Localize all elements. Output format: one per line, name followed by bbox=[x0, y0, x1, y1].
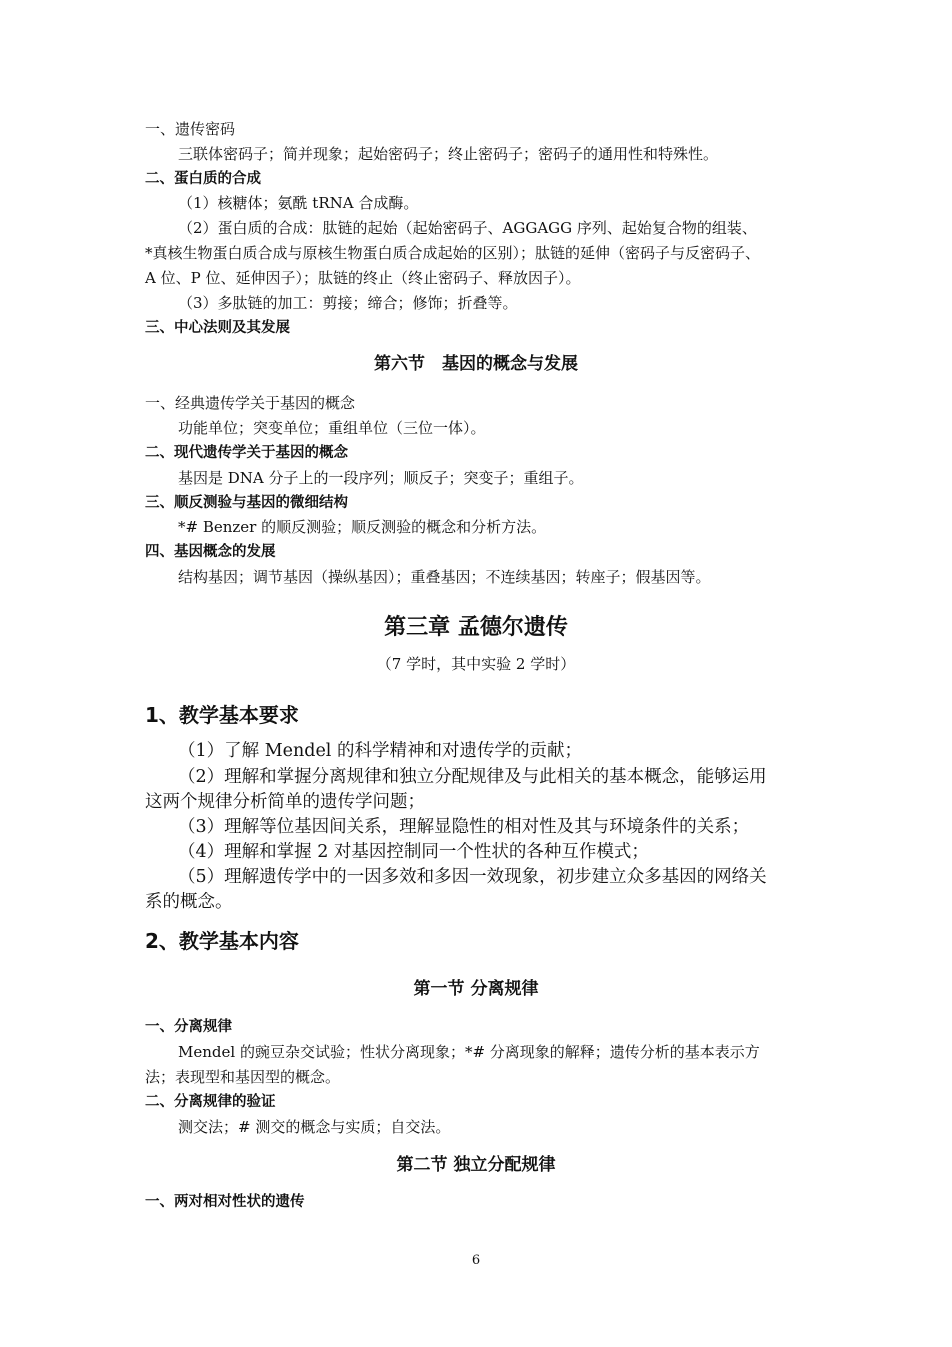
heading-two-traits: 一、两对相对性状的遗传 bbox=[145, 1194, 305, 1210]
body-text: 测交法；# 测交的概念与实质；自交法。 bbox=[178, 1118, 451, 1136]
body-text: *# Benzer 的顺反测验；顺反测验的概念和分析方法。 bbox=[178, 518, 547, 536]
heading-protein-synthesis: 二、蛋白质的合成 bbox=[145, 171, 261, 187]
section-title: 第一节 分离规律 bbox=[413, 979, 539, 999]
page-number: 6 bbox=[471, 1253, 481, 1268]
heading-central-dogma: 三、中心法则及其发展 bbox=[145, 320, 290, 336]
body-text: 结构基因；调节基因（操纵基因）；重叠基因；不连续基因；转座子；假基因等。 bbox=[178, 568, 711, 586]
chapter-title: 第三章 孟德尔遗传 bbox=[384, 615, 568, 640]
body-text: *真核生物蛋白质合成与原核生物蛋白质合成起始的区别）；肽链的延伸（密码子与反密码子、 bbox=[145, 244, 761, 262]
body-text: A 位、P 位、延伸因子）；肽链的终止（终止密码子、释放因子）。 bbox=[145, 269, 581, 287]
section-title: 第二节 独立分配规律 bbox=[396, 1155, 556, 1175]
body-text: （2）蛋白质的合成：肽链的起始（起始密码子、AGGAGG 序列、起始复合物的组装、 bbox=[178, 219, 757, 237]
body-text: 基因是 DNA 分子上的一段序列；顺反子；突变子；重组子。 bbox=[178, 469, 584, 487]
requirement-item: （1）了解 Mendel 的科学精神和对遗传学的贡献； bbox=[178, 741, 582, 761]
body-text: 功能单位；突变单位；重组单位（三位一体）。 bbox=[178, 419, 486, 437]
requirement-item: （4）理解和掌握 2 对基因控制同一个性状的各种互作模式； bbox=[178, 842, 649, 862]
heading-cis-trans-test: 三、顺反测验与基因的微细结构 bbox=[145, 495, 348, 511]
chapter-hours: （7 学时，其中实验 2 学时） bbox=[376, 655, 576, 673]
section-title: 第六节 基因的概念与发展 bbox=[374, 354, 578, 374]
body-text: （1）核糖体；氨酰 tRNA 合成酶。 bbox=[178, 194, 419, 212]
body-text: 三联体密码子；简并现象；起始密码子；终止密码子；密码子的通用性和特殊性。 bbox=[178, 145, 719, 163]
body-text: （3）多肽链的加工：剪接；缔合；修饰；折叠等。 bbox=[178, 294, 518, 312]
requirement-item: 这两个规律分析简单的遗传学问题； bbox=[145, 792, 425, 812]
heading-teaching-content: 2、教学基本内容 bbox=[145, 929, 299, 953]
requirement-item: （5）理解遗传学中的一因多效和多因一效现象，初步建立众多基因的网络关 bbox=[178, 867, 767, 887]
requirement-item: （3）理解等位基因间关系，理解显隐性的相对性及其与环境条件的关系； bbox=[178, 817, 750, 837]
heading-segregation-verification: 二、分离规律的验证 bbox=[145, 1094, 276, 1110]
heading-genetic-code: 一、遗传密码 bbox=[145, 120, 236, 138]
heading-classic-gene-concept: 一、经典遗传学关于基因的概念 bbox=[145, 394, 356, 412]
body-text: 法；表现型和基因型的概念。 bbox=[145, 1068, 341, 1086]
requirement-item: 系的概念。 bbox=[145, 892, 233, 912]
heading-modern-gene-concept: 二、现代遗传学关于基因的概念 bbox=[145, 445, 348, 461]
heading-teaching-requirements: 1、教学基本要求 bbox=[145, 703, 299, 727]
heading-gene-concept-development: 四、基因概念的发展 bbox=[145, 544, 276, 560]
requirement-item: （2）理解和掌握分离规律和独立分配规律及与此相关的基本概念，能够运用 bbox=[178, 767, 767, 787]
body-text: Mendel 的豌豆杂交试验；性状分离现象；*# 分离现象的解释；遗传分析的基本表示方 bbox=[178, 1043, 760, 1061]
heading-segregation-law: 一、分离规律 bbox=[145, 1019, 232, 1035]
